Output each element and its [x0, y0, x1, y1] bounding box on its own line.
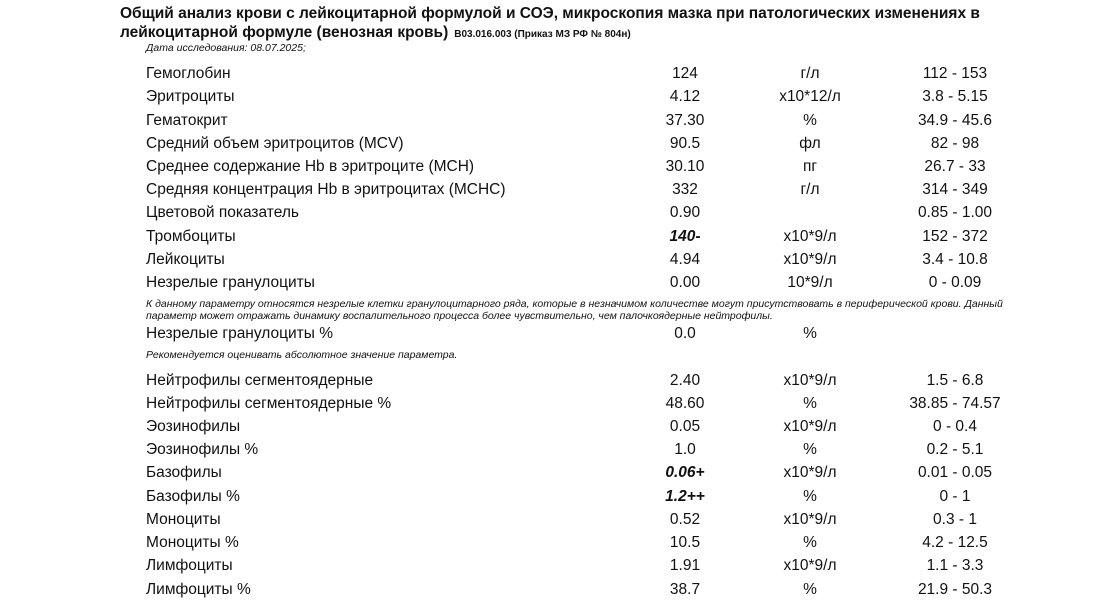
table-row	[0, 393, 1098, 415]
parameter-unit: x10*9/л	[783, 228, 837, 245]
parameter-unit: %	[803, 534, 817, 551]
parameter-unit: %	[803, 395, 817, 412]
table-row	[0, 416, 1098, 438]
reference-range: 82 - 98	[930, 135, 980, 152]
parameter-unit: %	[803, 325, 817, 342]
parameter-name: Лейкоциты	[146, 251, 225, 268]
parameter-name: Средняя концентрация Hb в эритроцитах (MCHC)	[146, 181, 506, 198]
parameter-unit: %	[803, 581, 817, 598]
parameter-name: Средний объем эритроцитов (MCV)	[146, 135, 404, 152]
reference-range: 34.9 - 45.6	[917, 112, 993, 129]
parameter-value: 4.94	[669, 251, 701, 268]
reference-range: 152 - 372	[922, 228, 988, 245]
parameter-value: 0.06+	[665, 464, 705, 481]
parameter-name: Моноциты	[146, 511, 221, 528]
reference-range: 0 - 0.4	[933, 418, 977, 435]
parameter-value: 1.91	[669, 557, 701, 574]
table-row	[0, 202, 1098, 224]
parameter-unit: x10*9/л	[783, 251, 837, 268]
table-row	[0, 179, 1098, 201]
reference-range: 3.8 - 5.15	[922, 88, 988, 105]
service-code: B03.016.003 (Приказ МЗ РФ № 804н)	[454, 29, 631, 40]
parameter-unit: г/л	[800, 181, 820, 198]
study-date: Дата исследования: 08.07.2025;	[146, 42, 306, 54]
parameter-value: 1.2++	[665, 488, 705, 505]
reference-range: 26.7 - 33	[924, 158, 986, 175]
parameter-value: 0.0	[674, 325, 696, 342]
parameter-unit: фл	[799, 135, 821, 152]
parameter-unit: x10*12/л	[779, 88, 841, 105]
parameter-value: 48.60	[665, 395, 705, 412]
parameter-name: Тромбоциты	[146, 228, 236, 245]
table-row	[0, 226, 1098, 248]
parameter-name: Незрелые гранулоциты %	[146, 325, 333, 342]
reference-range: 0.2 - 5.1	[926, 441, 984, 458]
table-row	[0, 486, 1098, 508]
table-row	[0, 439, 1098, 461]
parameter-name: Гемоглобин	[146, 65, 231, 82]
parameter-name: Гематокрит	[146, 112, 228, 129]
parameter-value: 332	[672, 181, 698, 198]
parameter-value: 0.90	[669, 204, 701, 221]
parameter-name: Лимфоциты %	[146, 581, 251, 598]
table-row	[0, 532, 1098, 554]
parameter-unit: x10*9/л	[783, 464, 837, 481]
table-row	[0, 86, 1098, 108]
parameter-unit: x10*9/л	[783, 372, 837, 389]
reference-range: 4.2 - 12.5	[922, 534, 988, 551]
parameter-name: Нейтрофилы сегментоядерные	[146, 372, 374, 389]
parameter-name: Моноциты %	[146, 534, 239, 551]
parameter-unit: %	[803, 441, 817, 458]
table-row	[0, 272, 1098, 294]
parameter-name: Среднее содержание Hb в эритроците (MCH)	[146, 158, 475, 175]
table-row	[0, 555, 1098, 577]
parameter-name: Базофилы %	[146, 488, 240, 505]
table-row	[0, 133, 1098, 155]
reference-range: 3.4 - 10.8	[922, 251, 988, 268]
parameter-name: Эозинофилы %	[146, 441, 259, 458]
parameter-value: 90.5	[669, 135, 701, 152]
parameter-value: 2.40	[669, 372, 701, 389]
parameter-value: 1.0	[674, 441, 696, 458]
reference-range: 0 - 1	[939, 488, 971, 505]
table-row	[0, 323, 1098, 345]
note-absolute-value: Рекомендуется оценивать абсолютное значение параметра.	[146, 349, 458, 361]
reference-range: 21.9 - 50.3	[917, 581, 993, 598]
parameter-unit: пг	[802, 158, 818, 175]
parameter-unit: %	[803, 112, 817, 129]
parameter-unit: %	[803, 488, 817, 505]
parameter-name: Эритроциты	[146, 88, 235, 105]
reference-range: 0.01 - 0.05	[917, 464, 993, 481]
parameter-name: Незрелые гранулоциты	[146, 274, 315, 291]
reference-range: 314 - 349	[922, 181, 988, 198]
parameter-name: Эозинофилы	[146, 418, 241, 435]
parameter-unit: x10*9/л	[783, 511, 837, 528]
parameter-value: 0.05	[669, 418, 701, 435]
parameter-value: 140-	[669, 228, 701, 245]
table-row	[0, 462, 1098, 484]
report-title-text: Общий анализ крови с лейкоцитарной формулой и СОЭ, микроскопия мазка при патологических изменениях в лейкоцитарной формуле (венозная кровь)	[120, 5, 980, 41]
parameter-unit: x10*9/л	[783, 418, 837, 435]
table-row	[0, 579, 1098, 601]
reference-range: 38.85 - 74.57	[909, 395, 1001, 412]
table-row	[0, 509, 1098, 531]
table-row	[0, 156, 1098, 178]
parameter-value: 0.52	[669, 511, 701, 528]
parameter-unit: x10*9/л	[783, 557, 837, 574]
parameter-name: Базофилы	[146, 464, 222, 481]
parameter-value: 0.00	[669, 274, 701, 291]
table-row	[0, 110, 1098, 132]
table-row	[0, 249, 1098, 271]
parameter-value: 124	[672, 65, 698, 82]
reference-range: 112 - 153	[922, 65, 988, 82]
note-immature-granulocytes: К данному параметру относятся незрелые клетки гранулоцитарного ряда, которые в незначимом количестве могут присутствовать в периферической крови. Данный параметр может отражать динамику воспалительного процесса более чувствительно, чем палочкоядерные нейтрофилы.	[146, 298, 1003, 322]
parameter-unit: 10*9/л	[787, 274, 833, 291]
reference-range: 1.5 - 6.8	[926, 372, 984, 389]
parameter-value: 38.7	[669, 581, 701, 598]
parameter-name: Лимфоциты	[146, 557, 233, 574]
parameter-unit: г/л	[800, 65, 820, 82]
parameter-value: 30.10	[665, 158, 705, 175]
reference-range: 0.3 - 1	[933, 511, 977, 528]
reference-range: 1.1 - 3.3	[926, 557, 984, 574]
table-row	[0, 370, 1098, 392]
table-row	[0, 63, 1098, 85]
parameter-name: Цветовой показатель	[146, 204, 299, 221]
parameter-value: 4.12	[669, 88, 701, 105]
parameter-value: 37.30	[665, 112, 705, 129]
reference-range: 0 - 0.09	[928, 274, 982, 291]
parameter-value: 10.5	[669, 534, 701, 551]
report-title	[120, 4, 1050, 44]
reference-range: 0.85 - 1.00	[917, 204, 993, 221]
parameter-name: Нейтрофилы сегментоядерные %	[146, 395, 392, 412]
